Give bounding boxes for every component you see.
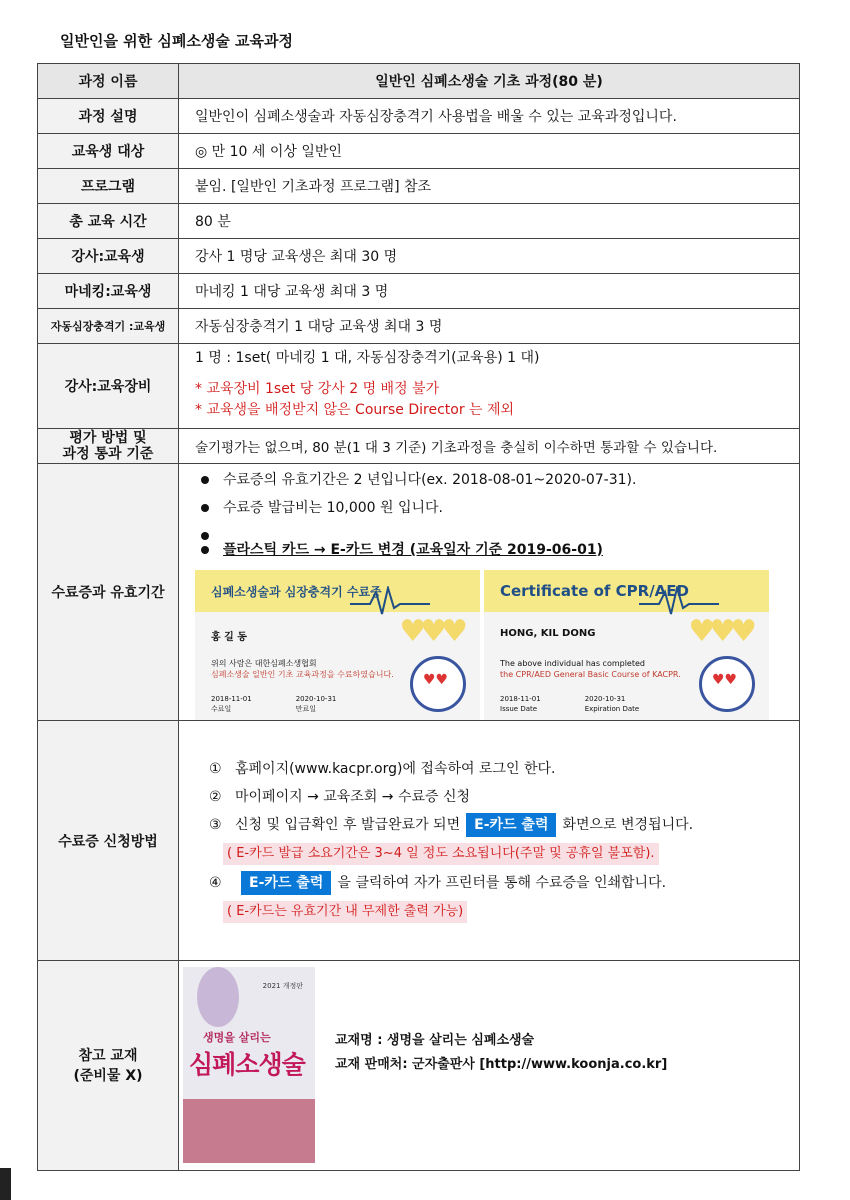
course-table — [37, 63, 800, 1171]
row-value: 일반인이 심폐소생술과 자동심장충격기 사용법을 배울 수 있는 교육과정입니다. — [179, 99, 800, 134]
cert-title: 심폐소생술과 심장충격기 수료증 — [195, 570, 480, 612]
ecg-wave-icon — [639, 586, 719, 616]
header-label: 과정 이름 — [38, 64, 179, 99]
row-evaluation — [38, 429, 800, 464]
row-label: 자동심장충격기 :교육생 — [38, 309, 179, 344]
list-item: 플라스틱 카드 → E-카드 변경 (교육일자 기준 2019-06-01) — [195, 536, 799, 564]
row-label: 교육생 대상 — [38, 134, 179, 169]
textbook-cover: 2021 개정판 생명을 살리는 심폐소생술 — [183, 967, 315, 1163]
step-item: ② 마이페이지 → 교육조회 → 수료증 신청 — [209, 788, 471, 805]
row-manikin-ratio — [38, 274, 800, 309]
book-subtitle: 생명을 살리는 — [203, 1031, 271, 1044]
cert-dates: 2018-11-01 수료일 2020-10-31 만료일 — [211, 695, 337, 713]
row-label: 과정 통과 기준 — [62, 446, 154, 462]
row-label: 참고 교재 — [78, 1047, 138, 1064]
seal-icon — [410, 656, 466, 712]
list-item: 수료증 발급비는 10,000 원 입니다. — [195, 494, 799, 522]
table-header-row — [38, 64, 800, 99]
row-label: 마네킹:교육생 — [38, 274, 179, 309]
list-item: 수료증의 유효기간은 2 년입니다(ex. 2018-08-01~2020-07-31). — [195, 466, 799, 494]
e-card-print-button[interactable]: E-카드 출력 — [466, 813, 556, 837]
cert-dates: 2018-11-01 Issue Date 2020-10-31 Expiration Date — [500, 695, 640, 713]
equipment-line: 1 명 : 1set( 마네킹 1 대, 자동심장충격기(교육용) 1 대) — [195, 350, 540, 366]
header-value: 일반인 심폐소생술 기초 과정(80 분) — [179, 64, 800, 99]
row-instructor-ratio — [38, 239, 800, 274]
row-value: ◎ 만 10 세 이상 일반인 — [179, 134, 800, 169]
row-aed-ratio — [38, 309, 800, 344]
row-value: 강사 1 명당 교육생은 최대 30 명 — [179, 239, 800, 274]
row-label: 수료증과 유효기간 — [38, 464, 179, 721]
apply-note: ( E-카드 발급 소요기간은 3~4 일 정도 소요됩니다(주말 및 공휴일 불포함). — [223, 843, 659, 865]
equipment-note: * 교육장비 1set 당 강사 2 명 배정 불가 — [195, 381, 440, 397]
row-label: 총 교육 시간 — [38, 204, 179, 239]
equipment-note: * 교육생을 배정받지 않은 Course Director 는 제외 — [195, 402, 515, 418]
row-program — [38, 169, 800, 204]
step-item: ① 홈페이지(www.kacpr.org)에 접속하여 로그인 한다. — [209, 760, 556, 777]
row-value: 술기평가는 없으며, 80 분(1 대 3 기준) 기초과정을 충실히 이수하면 통과할 수 있습니다. — [179, 429, 800, 464]
heart-icon: ♥♥♥ — [399, 614, 462, 649]
textbook-name: 교재명 : 생명을 살리는 심폐소생술 — [335, 1033, 535, 1048]
step-item: ④ E-카드 출력 을 클릭하여 자가 프린터를 통해 수료증을 인쇄합니다. — [209, 869, 799, 897]
step-item: ③ 신청 및 입금확인 후 발급완료가 되면 E-카드 출력 화면으로 변경됩니다. — [209, 811, 799, 839]
certificate-images — [195, 570, 799, 720]
cert-name: HONG, KIL DONG — [500, 628, 596, 639]
heart-icon: ♥♥♥ — [688, 614, 751, 649]
row-textbook — [38, 961, 800, 1171]
row-value: 80 분 — [179, 204, 800, 239]
cert-title: Certificate of CPR/AED — [484, 570, 769, 612]
e-card-print-button[interactable]: E-카드 출력 — [241, 871, 331, 895]
row-apply — [38, 721, 800, 961]
book-title: 심폐소생술 — [189, 1050, 305, 1079]
row-label: 강사:교육장비 — [38, 344, 179, 429]
seal-icon — [699, 656, 755, 712]
person-illustration — [197, 967, 239, 1027]
row-label: 평가 방법 및 — [69, 430, 147, 446]
row-label: (준비물 X) — [73, 1067, 143, 1084]
row-label: 과정 설명 — [38, 99, 179, 134]
apply-note: ( E-카드는 유효기간 내 무제한 출력 가능) — [223, 901, 467, 923]
cert-name: 홍 길 동 — [211, 632, 247, 643]
row-description — [38, 99, 800, 134]
row-value: 붙임. [일반인 기초과정 프로그램] 참조 — [179, 169, 800, 204]
row-equipment — [38, 344, 800, 429]
certificate-bullets — [195, 466, 799, 564]
row-label: 프로그램 — [38, 169, 179, 204]
row-value: 마네킹 1 대당 교육생 최대 3 명 — [179, 274, 800, 309]
cpr-illustration — [183, 1099, 315, 1163]
textbook-seller: 교재 판매처: 군자출판사 [http://www.koonja.co.kr] — [335, 1057, 668, 1072]
page-edge-mark — [0, 1168, 11, 1200]
row-total-time — [38, 204, 800, 239]
row-label: 강사:교육생 — [38, 239, 179, 274]
ecg-wave-icon — [350, 586, 430, 616]
certificate-korean — [195, 570, 480, 720]
row-certificate — [38, 464, 800, 721]
page-title: 일반인을 위한 심폐소생술 교육과정 — [60, 32, 294, 50]
row-target — [38, 134, 800, 169]
row-label: 수료증 신청방법 — [38, 721, 179, 961]
cert-description: The above individual has completed the CPR/AED General Basic Course of KACPR. — [500, 659, 681, 679]
apply-steps — [193, 755, 799, 927]
row-value: 자동심장충격기 1 대당 교육생 최대 3 명 — [179, 309, 800, 344]
cert-description: 위의 사람은 대한심폐소생협회 심폐소생술 일반인 기초 교육과정을 수료하였습니다. — [211, 659, 394, 679]
certificate-english — [484, 570, 769, 720]
